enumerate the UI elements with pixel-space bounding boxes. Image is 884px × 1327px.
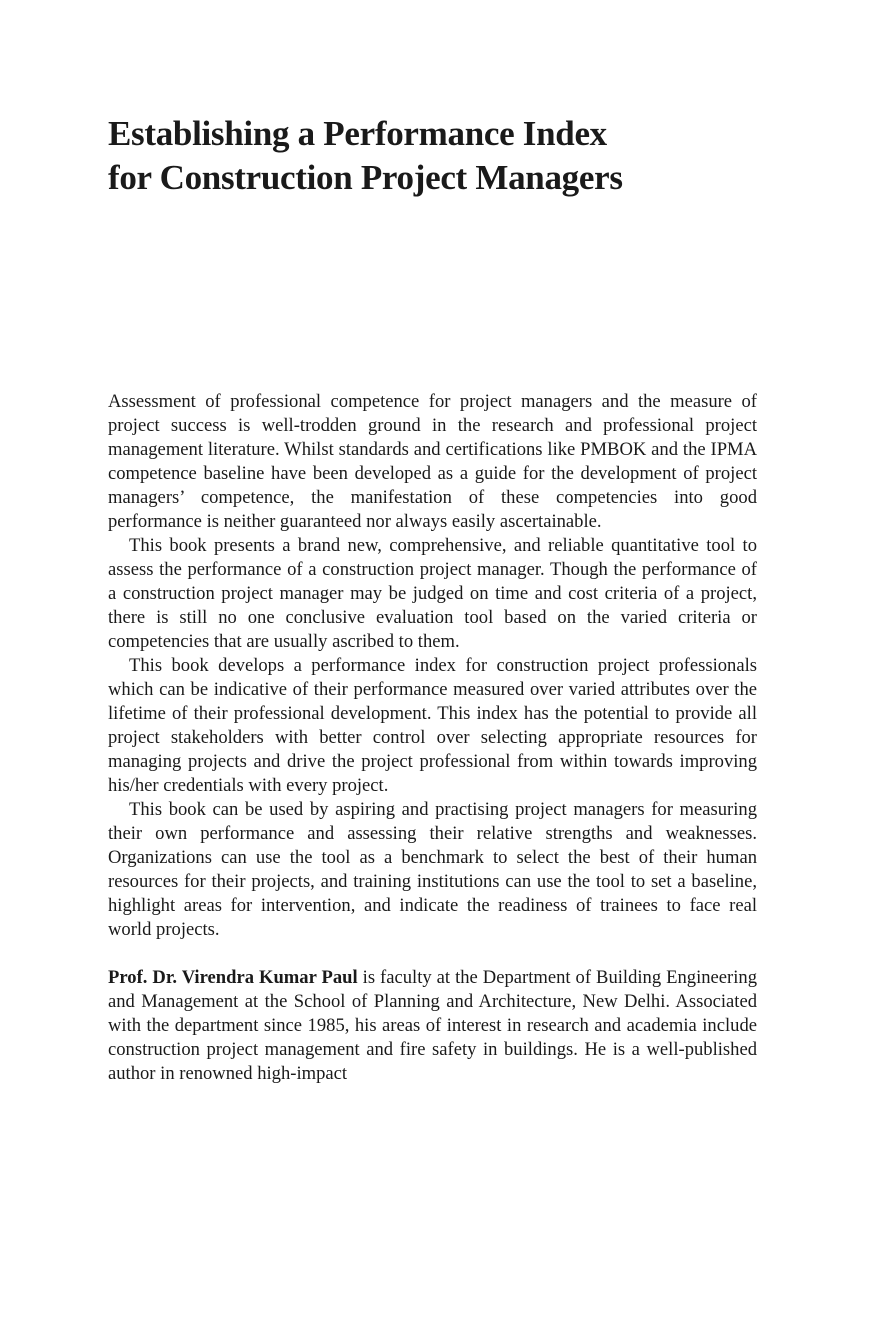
description-paragraph: This book presents a brand new, comprehensive, and reliable quantitative tool to assess the performance of a construction project manager. Though the performance of a construction project manager may be judged on time and cost criteria of a project, there is still no one conclusive evaluation tool based on the varied criteria or competencies that are usually ascribed to them. (108, 535, 757, 652)
page-title (108, 112, 788, 200)
author-bio (108, 966, 757, 1086)
description-paragraph: Assessment of professional competence for project managers and the measure of project success is well-trodden ground in the research and professional project management literature. Whilst standards and certifications like PMBOK and the IPMA competence baseline have been developed as a guide for the development of project managers’ competence, the manifestation of these competencies into good performance is neither guaranteed nor always easily ascertainable. (108, 391, 757, 532)
page-title-line-1: Establishing a Performance Index (108, 114, 607, 153)
book-description (108, 390, 757, 1086)
author-name: Prof. Dr. Virendra Kumar Paul (108, 967, 358, 988)
description-paragraph: This book can be used by aspiring and practising project managers for measuring their own performance and assessing their relative strengths and weaknesses. Organizations can use the tool as a benchmark to select the best of their human resources for their projects, and training institutions can use the tool to set a baseline, highlight areas for intervention, and indicate the readiness of trainees to face real world projects. (108, 799, 757, 940)
description-paragraph: This book develops a performance index for construction project professionals which can be indicative of their performance measured over varied attributes over the lifetime of their professional development. This index has the potential to provide all project stakeholders with better control over selecting appropriate resources for managing projects and drive the project professional from within towards improving his/her credentials with every project. (108, 655, 757, 796)
author-bio-text: is faculty at the Department of Building Engineering and Management at the School of Planning and Architecture, New Delhi. Associated with the department since 1985, his areas of interest in research and academia include construction project management and fire safety in buildings. He is a well-published author in renowned high-impact (108, 967, 757, 1084)
page-title-line-2: for Construction Project Managers (108, 158, 623, 197)
